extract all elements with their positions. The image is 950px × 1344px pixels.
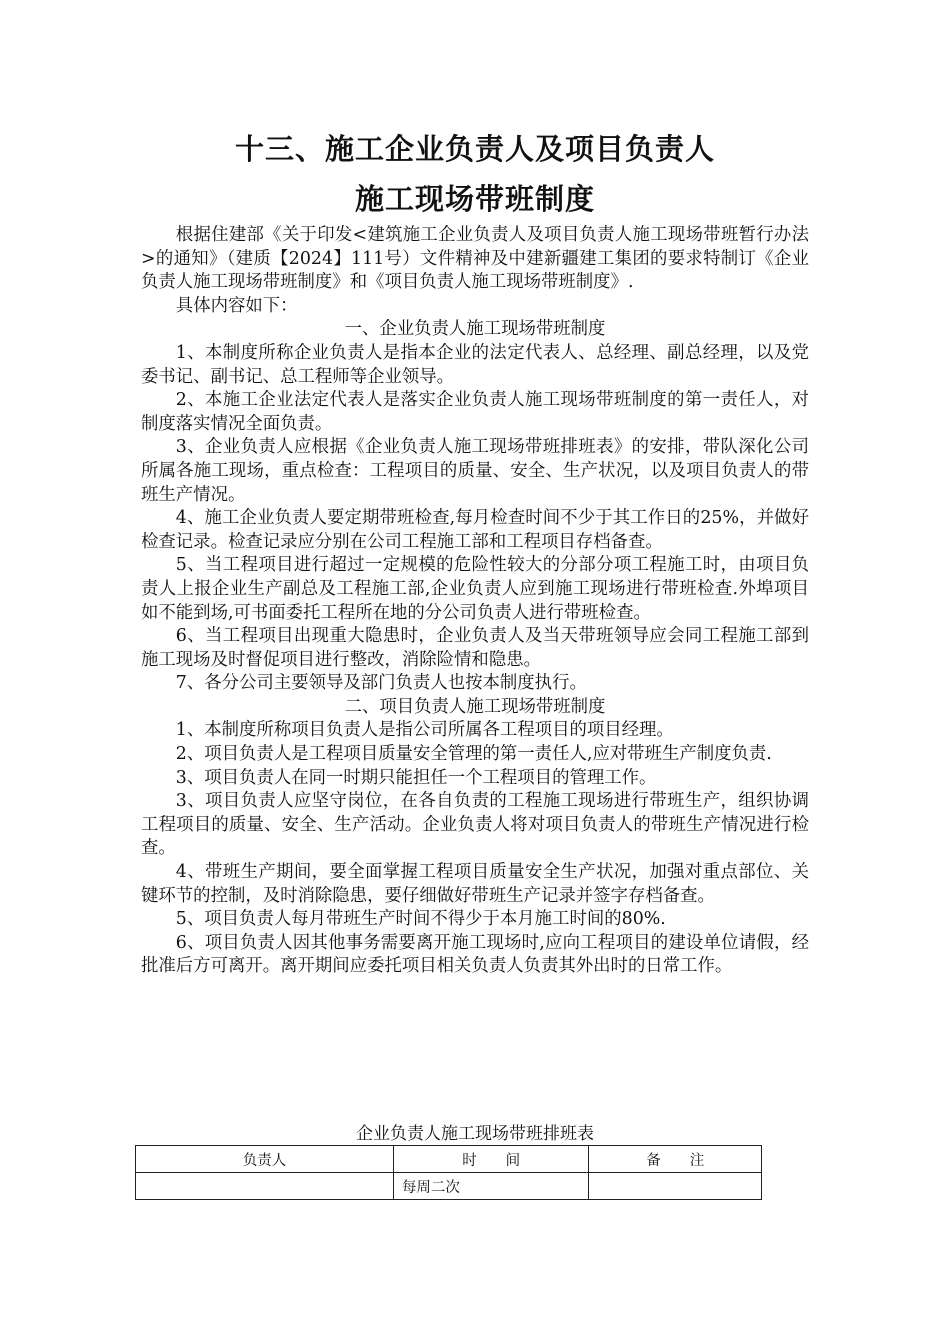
table-cell [136, 1173, 394, 1200]
paragraph-item: 3、项目负责人在同一时期只能担任一个工程项目的管理工作。 [175, 767, 657, 788]
paragraph-item: 6、当工程项目出现重大隐患时，企业负责人及当天带班领导应会同工程施工部到施工现场及时督促项目进行整改，消除险情和隐患。 [141, 626, 809, 670]
table-header-cell: 时 间 [393, 1146, 589, 1173]
paragraph-item: 3、企业负责人应根据《企业负责人施工现场带班排班表》的安排，带队深化公司所属各施工现场，重点检查：工程项目的质量、安全、生产状况，以及项目负责人的带班生产情况。 [141, 437, 809, 505]
paragraph-intro: 根据住建部《关于印发<建筑施工企业负责人及项目负责人施工现场带班暂行办法>的通知》（建质【2024】111号）文件精神及中建新疆建工集团的要求特制订《企业负责人施工现场带班制度》和《项目负责人施工现场带班制度》. [141, 225, 809, 293]
table-header-cell: 备 注 [589, 1146, 762, 1173]
table-header-cell: 负责人 [136, 1146, 394, 1173]
paragraph-intro-2: 具体内容如下： [175, 295, 298, 316]
table-header-row [136, 1146, 762, 1173]
schedule-table [135, 1145, 762, 1200]
document-title-line2: 施工现场带班制度 [354, 182, 595, 216]
section-heading-1: 一、企业负责人施工现场带班制度 [344, 319, 606, 340]
paragraph-item: 6、项目负责人因其他事务需要离开施工现场时,应向工程项目的建设单位请假，经批准后方可离开。离开期间应委托项目相关负责人负责其外出时的日常工作。 [141, 932, 809, 977]
paragraph-item: 3、项目负责人应坚守岗位，在各自负责的工程施工现场进行带班生产，组织协调工程项目的质量、安全、生产活动。企业负责人将对项目负责人的带班生产情况进行检查。 [141, 791, 809, 859]
table-caption: 企业负责人施工现场带班排班表 [356, 1124, 594, 1144]
paragraph-item: 1、本制度所称项目负责人是指公司所属各工程项目的项目经理。 [175, 720, 674, 741]
document-body [141, 224, 809, 979]
document-title-line1: 十三、施工企业负责人及项目负责人 [234, 132, 715, 166]
paragraph-item: 1、本制度所称企业负责人是指本企业的法定代表人、总经理、副总经理，以及党委书记、副书记、总工程师等企业领导。 [141, 342, 809, 387]
paragraph-item: 4、带班生产期间，要全面掌握工程项目质量安全生产状况，加强对重点部位、关键环节的控制，及时消除隐患，要仔细做好带班生产记录并签字存档备查。 [141, 862, 809, 906]
table-cell: 每周二次 [393, 1173, 589, 1200]
section-heading-2: 二、项目负责人施工现场带班制度 [344, 696, 606, 717]
paragraph-item: 7、各分公司主要领导及部门负责人也按本制度执行。 [175, 673, 587, 694]
table-row [136, 1173, 762, 1200]
paragraph-item: 5、当工程项目进行超过一定规模的危险性较大的分部分项工程施工时，由项目负责人上报企业生产副总及工程施工部,企业负责人应到施工现场进行带班检查.外埠项目如不能到场,可书面委托工程所在地的分公司负责人进行带班检查。 [141, 555, 809, 623]
paragraph-item: 5、项目负责人每月带班生产时间不得少于本月施工时间的80%. [175, 909, 666, 930]
paragraph-item: 4、施工企业负责人要定期带班检查,每月检查时间不少于其工作日的25%，并做好检查记录。检查记录应分别在公司工程施工部和工程项目存档备查。 [141, 508, 809, 552]
paragraph-item: 2、本施工企业法定代表人是落实企业负责人施工现场带班制度的第一责任人，对制度落实情况全面负责。 [141, 390, 809, 434]
paragraph-item: 2、项目负责人是工程项目质量安全管理的第一责任人,应对带班生产制度负责. [175, 744, 772, 765]
table-cell [589, 1173, 762, 1200]
